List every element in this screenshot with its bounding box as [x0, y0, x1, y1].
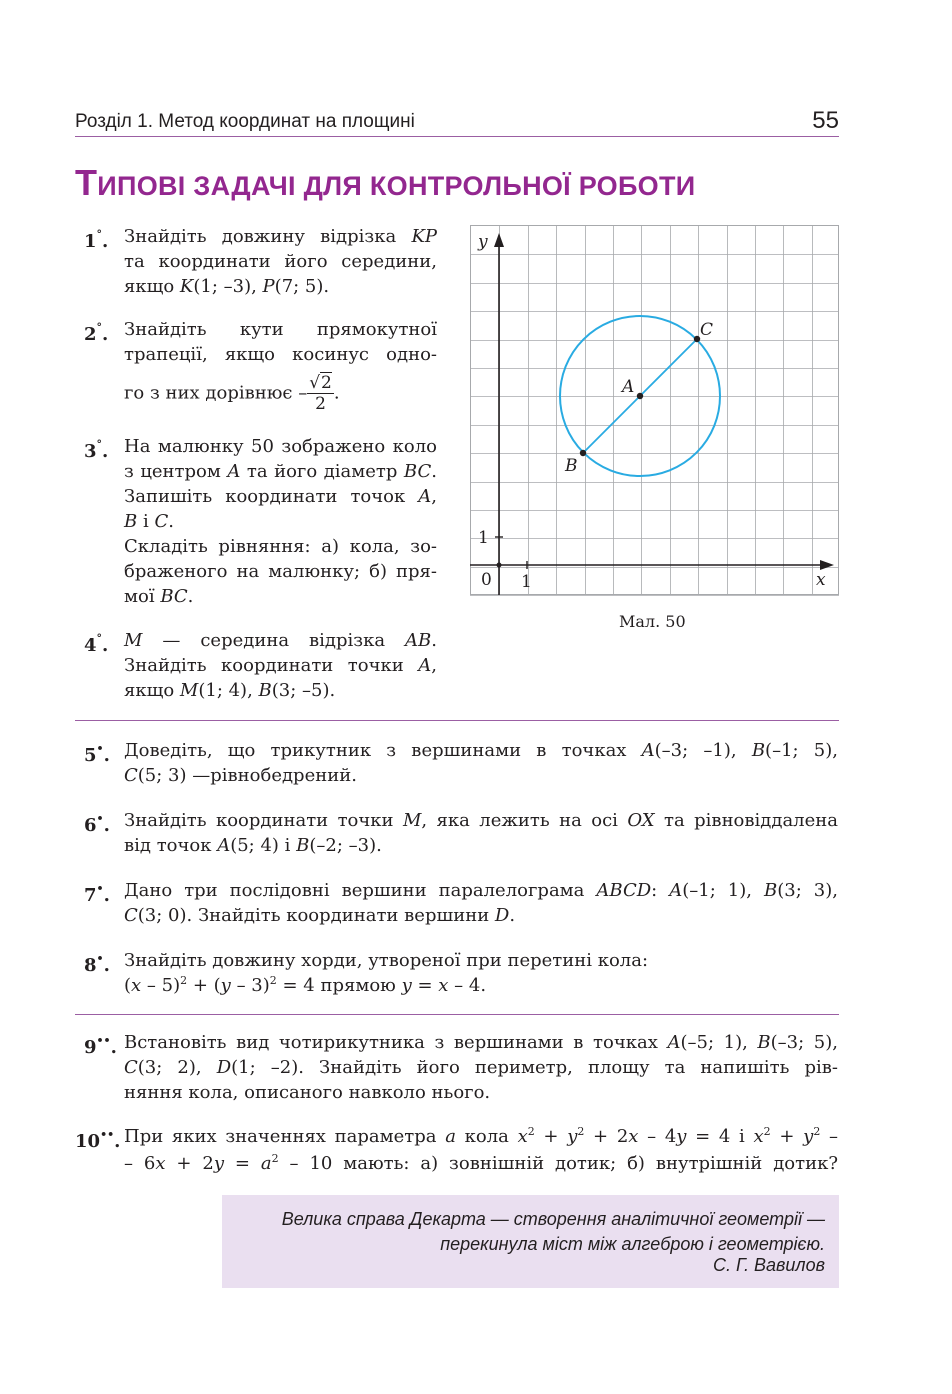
- point-b-label: B: [565, 456, 578, 476]
- y-axis-label: y: [478, 232, 488, 252]
- x-axis-label: x: [816, 570, 826, 590]
- task-number: 10••.: [75, 1128, 121, 1152]
- quote-text: [282, 1207, 825, 1257]
- level-divider-2: [75, 1014, 839, 1015]
- section-title-initial: Т: [75, 162, 98, 203]
- task-text: Дано три послідовні вершини паралелограма ABCD: A(–1; 1), B(3; 3), C(3; 0). Знайдіть координати вершини D.: [124, 880, 838, 926]
- task-text: Знайдіть кути прямокутної трапеції, якщо косинус одно- го з них дорівнює – $\frac{√2}{2}$ .: [124, 319, 437, 414]
- task-text: Знайдіть довжину хорди, утвореної при перетині кола: (x – 5)$^2$ + (y – 3)$^2$ = 4 прямою y = x – 4.: [124, 950, 649, 996]
- task-number: 9••.: [84, 1034, 117, 1058]
- figure-caption: Мал. 50: [619, 612, 686, 631]
- task-text: Доведіть, що трикутник з вершинами в точках A(–3; –1), B(–1; 5), C(5; 3) —рівнобедрений.: [124, 740, 838, 786]
- point-a-label: A: [622, 377, 635, 397]
- origin-label: 0: [481, 570, 492, 590]
- quote-box: [222, 1195, 839, 1288]
- header-divider: [75, 136, 839, 137]
- quote-line-2: перекинула міст між алгеброю і геометрією.: [440, 1234, 825, 1254]
- point-c-label: C: [700, 320, 714, 340]
- x-tick-label: 1: [521, 572, 532, 592]
- x-axis-arrow: [820, 560, 834, 570]
- task-number: 8•.: [84, 952, 110, 976]
- task-text: M — середина відрізка AB. Знайдіть координати точки A, якщо M(1; 4), B(3; –5).: [124, 630, 437, 701]
- y-tick-label: 1: [478, 528, 489, 548]
- task-number: 5•.: [84, 742, 110, 766]
- section-title: [75, 162, 695, 204]
- quote-line-1: Велика справа Декарта — створення аналітичної геометрії —: [281, 1209, 825, 1229]
- task-number: 1°.: [84, 228, 109, 252]
- task-number: 6•.: [84, 812, 110, 836]
- figure-50: [470, 225, 840, 596]
- fraction-sqrt2-over-2: $\frac{√2}{2}$: [309, 373, 332, 414]
- point-b-dot: [580, 450, 586, 456]
- task-text: Знайдіть координати точки M, яка лежить на осі OX та рівновіддалена від точок A(5; 4) і B(–2; –3).: [124, 810, 839, 856]
- task-text: Встановіть вид чотирикутника з вершинами в точках A(–5; 1), B(–3; 5), C(3; 2), D(1; –2). Знайдіть його периметр, площу та напишіть рів- няння кола, описаного навколо нього.: [124, 1032, 838, 1103]
- task-number: 4°.: [84, 632, 109, 656]
- level-divider-1: [75, 720, 839, 721]
- page-number: 55: [812, 107, 839, 134]
- task-number: 2°.: [84, 321, 109, 345]
- task-text: Знайдіть довжину відрізка KP та координати його середини, якщо K(1; –3), P(7; 5).: [124, 226, 437, 297]
- origin-dot: [497, 563, 502, 568]
- task-number: 3°.: [84, 438, 109, 462]
- grid: [470, 225, 839, 596]
- y-axis-arrow: [494, 233, 504, 247]
- chapter-title: Розділ 1. Метод координат на площині: [75, 111, 415, 132]
- task-text: При яких значеннях параметра a кола $x^2 + y^2 + 2x - 4y = 4$ і $x^2 + y^2$ – – $6x + 2y = a^2 - 10$ мають: а) зовнішній дотик; б) внутрішній дотик?: [124, 1125, 839, 1174]
- section-title-rest: ИПОВІ ЗАДАЧІ ДЛЯ КОНТРОЛЬНОЇ РОБОТИ: [97, 171, 696, 201]
- task-number: 7•.: [84, 882, 110, 906]
- point-a-dot: [637, 393, 643, 399]
- quote-author: С. Г. Вавилов: [713, 1255, 825, 1275]
- task-text: На малюнку 50 зображено коло з центром A та його діаметр BC. Запишіть координати точок A, B і C. Складіть рівняння: а) кола, зо- браженого на малюнку; б) пря- мої BC.: [124, 436, 437, 607]
